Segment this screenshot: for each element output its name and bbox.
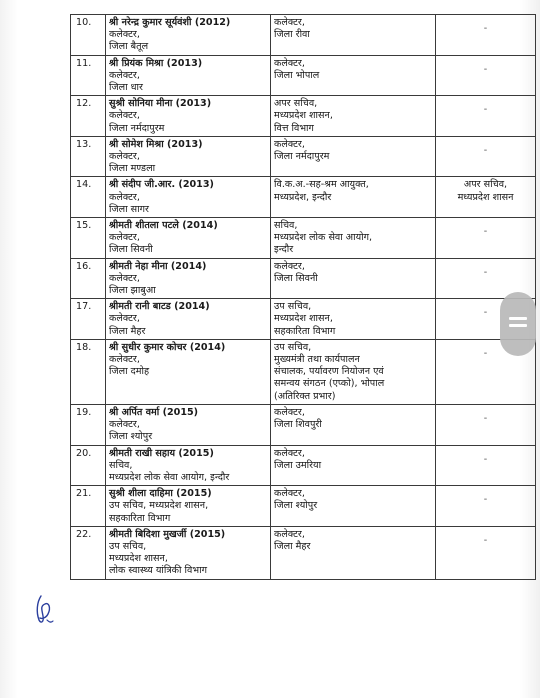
current-posting-line: कलेक्टर, <box>109 354 140 366</box>
officer-cell <box>106 445 271 486</box>
new-posting-cell <box>271 55 436 96</box>
current-posting-line: जिला मण्डला <box>109 163 156 175</box>
table-row <box>71 486 536 527</box>
table-row <box>71 96 536 137</box>
additional-charge-cell <box>436 526 536 579</box>
officer-name: श्रीमती बिदिशा मुखर्जी (2015) <box>109 528 226 540</box>
current-posting-line: कलेक्टर, <box>109 29 140 41</box>
current-posting-line: उप सचिव, <box>109 540 147 552</box>
officer-cell <box>106 339 271 404</box>
serial-number-cell: 16. <box>71 258 106 299</box>
new-posting-line: कलेक्टर, <box>274 138 305 150</box>
current-posting-line: कलेक्टर, <box>109 69 140 81</box>
new-posting-cell <box>271 177 436 218</box>
new-posting-line: कलेक्टर, <box>274 57 305 69</box>
empty-dash: - <box>483 144 488 156</box>
additional-charge-cell <box>436 96 536 137</box>
current-posting-line: जिला दमोह <box>109 366 150 378</box>
serial-number-cell: 21. <box>71 486 106 527</box>
transfer-table-body <box>71 15 536 580</box>
table-row <box>71 526 536 579</box>
current-posting-line: सहकारिता विभाग <box>109 512 171 524</box>
officer-cell <box>106 258 271 299</box>
officer-cell <box>106 136 271 177</box>
officer-cell <box>106 218 271 259</box>
current-posting-line: जिला सिवनी <box>109 244 153 256</box>
additional-charge-cell <box>436 136 536 177</box>
current-posting-line: कलेक्टर, <box>109 110 140 122</box>
new-posting-line: कलेक्टर, <box>274 17 305 28</box>
new-posting-line: कलेक्टर, <box>274 447 305 459</box>
additional-charge-cell <box>436 177 536 218</box>
new-posting-cell <box>271 526 436 579</box>
table-row <box>71 445 536 486</box>
transfer-table <box>70 14 536 580</box>
additional-charge-cell <box>436 55 536 96</box>
current-posting-line: कलेक्टर, <box>109 191 140 203</box>
officer-cell <box>106 55 271 96</box>
officer-cell <box>106 526 271 579</box>
serial-number-cell: 19. <box>71 404 106 445</box>
current-posting-line: कलेक्टर, <box>109 313 140 325</box>
new-posting-line: कलेक्टर, <box>274 528 305 540</box>
officer-cell <box>106 486 271 527</box>
table-row <box>71 55 536 96</box>
table-row <box>71 218 536 259</box>
new-posting-line: उप सचिव, <box>274 341 312 353</box>
new-posting-line: मध्यप्रदेश शासन, <box>274 313 333 325</box>
current-posting-line: जिला बैतूल <box>109 41 149 53</box>
officer-name: श्री प्रियंक मिश्रा (2013) <box>109 57 203 69</box>
current-posting-line: कलेक्टर, <box>109 232 140 244</box>
new-posting-line: कलेक्टर, <box>274 260 305 272</box>
empty-dash: - <box>483 347 488 359</box>
new-posting-line: मध्यप्रदेश शासन, <box>274 110 333 122</box>
empty-dash: - <box>483 63 488 75</box>
new-posting-cell <box>271 299 436 340</box>
new-posting-line: जिला सिवनी <box>274 272 318 284</box>
new-posting-cell <box>271 404 436 445</box>
new-posting-line: जिला श्योपुर <box>274 500 318 512</box>
officer-cell <box>106 96 271 137</box>
empty-dash: - <box>483 23 488 34</box>
empty-dash: - <box>483 307 488 319</box>
current-posting-line: मध्यप्रदेश शासन, <box>109 553 168 565</box>
officer-name: श्रीमती नेहा मीना (2014) <box>109 260 207 272</box>
serial-number-cell: 22. <box>71 526 106 579</box>
new-posting-line: मुख्यमंत्री तथा कार्यपालन <box>274 354 360 366</box>
new-posting-line: जिला उमरिया <box>274 459 322 471</box>
officer-name: श्रीमती शीतला पटले (2014) <box>109 220 218 232</box>
table-row <box>71 299 536 340</box>
empty-dash: - <box>483 226 488 238</box>
hamburger-icon-line-2 <box>509 324 527 327</box>
new-posting-line: वित्त विभाग <box>274 122 314 134</box>
current-posting-line: सचिव, <box>109 459 133 471</box>
officer-name: श्रीमती राखी सहाय (2015) <box>109 447 214 459</box>
new-posting-cell <box>271 258 436 299</box>
table-row <box>71 258 536 299</box>
new-posting-line: संचालक, पर्यावरण नियोजन एवं <box>274 366 384 378</box>
officer-name: श्री अर्पित वर्मा (2015) <box>109 406 199 418</box>
officer-name: श्री सोमेश मिश्रा (2013) <box>109 138 203 150</box>
officer-name: श्री संदीप जी.आर. (2013) <box>109 179 214 191</box>
additional-charge-cell <box>436 445 536 486</box>
table-row <box>71 15 536 56</box>
current-posting-line: उप सचिव, मध्यप्रदेश शासन, <box>109 500 209 512</box>
serial-number-cell: 11. <box>71 55 106 96</box>
scroll-handle[interactable] <box>500 292 536 356</box>
new-posting-line: समन्वय संगठन (एप्को), भोपाल <box>274 378 385 390</box>
current-posting-line: जिला नर्मदापुरम <box>109 122 165 134</box>
empty-dash: - <box>483 104 488 116</box>
officer-name: श्री नरेन्द्र कुमार सूर्यवंशी (2012) <box>109 17 231 28</box>
current-posting-line: कलेक्टर, <box>109 272 140 284</box>
officer-name: श्री सुधीर कुमार कोचर (2014) <box>109 341 226 353</box>
additional-charge-line: अपर सचिव, <box>463 179 508 191</box>
officer-name: श्रीमती रानी बाटड (2014) <box>109 301 210 313</box>
new-posting-line: जिला रीवा <box>274 29 310 41</box>
new-posting-line: सचिव, <box>274 220 298 232</box>
new-posting-cell <box>271 15 436 56</box>
officer-cell <box>106 299 271 340</box>
table-row <box>71 404 536 445</box>
officer-cell <box>106 15 271 56</box>
current-posting-line: लोक स्वास्थ्य यांत्रिकी विभाग <box>109 565 207 577</box>
serial-number-cell: 20. <box>71 445 106 486</box>
officer-name: सुश्री शीला दाहिमा (2015) <box>109 488 212 500</box>
new-posting-line: जिला मैहर <box>274 540 311 552</box>
new-posting-line: उप सचिव, <box>274 301 312 313</box>
new-posting-line: कलेक्टर, <box>274 488 305 500</box>
new-posting-line: जिला शिवपुरी <box>274 419 322 431</box>
current-posting-line: जिला धार <box>109 82 143 94</box>
empty-dash: - <box>483 412 488 424</box>
current-posting-line: कलेक्टर, <box>109 419 140 431</box>
new-posting-line: (अतिरिक्त प्रभार) <box>274 390 336 402</box>
new-posting-cell <box>271 96 436 137</box>
new-posting-line: मध्यप्रदेश, इन्दौर <box>274 191 332 203</box>
serial-number-cell: 17. <box>71 299 106 340</box>
new-posting-cell <box>271 445 436 486</box>
additional-charge-line: मध्यप्रदेश शासन <box>457 191 514 203</box>
officer-cell <box>106 177 271 218</box>
new-posting-cell <box>271 218 436 259</box>
serial-number-cell: 10. <box>71 15 106 56</box>
new-posting-line: वि.क.अ.-सह-श्रम आयुक्त, <box>274 179 369 191</box>
current-posting-line: जिला श्योपुर <box>109 431 153 443</box>
table-row <box>71 339 536 404</box>
new-posting-cell <box>271 486 436 527</box>
serial-number-cell: 13. <box>71 136 106 177</box>
new-posting-line: कलेक्टर, <box>274 406 305 418</box>
additional-charge-cell <box>436 15 536 56</box>
empty-dash: - <box>483 534 488 546</box>
new-posting-line: सहकारिता विभाग <box>274 325 336 337</box>
officer-cell <box>106 404 271 445</box>
additional-charge-cell <box>436 218 536 259</box>
new-posting-line: इन्दौर <box>274 244 294 256</box>
serial-number-cell: 15. <box>71 218 106 259</box>
serial-number-cell: 14. <box>71 177 106 218</box>
serial-number-cell: 18. <box>71 339 106 404</box>
current-posting-line: कलेक्टर, <box>109 151 140 163</box>
new-posting-cell <box>271 136 436 177</box>
additional-charge-cell <box>436 404 536 445</box>
current-posting-line: मध्यप्रदेश लोक सेवा आयोग, इन्दौर <box>109 471 230 483</box>
hamburger-icon-line-1 <box>509 317 527 320</box>
new-posting-line: जिला भोपाल <box>274 69 320 81</box>
empty-dash: - <box>483 266 488 278</box>
new-posting-line: जिला नर्मदापुरम <box>274 151 330 163</box>
current-posting-line: जिला सागर <box>109 203 149 215</box>
officer-name: सुश्री सोनिया मीना (2013) <box>109 98 212 110</box>
new-posting-cell <box>271 339 436 404</box>
empty-dash: - <box>483 494 488 506</box>
current-posting-line: जिला मैहर <box>109 325 146 337</box>
new-posting-line: अपर सचिव, <box>274 98 318 110</box>
new-posting-line: मध्यप्रदेश लोक सेवा आयोग, <box>274 232 373 244</box>
table-row <box>71 177 536 218</box>
table-row <box>71 136 536 177</box>
current-posting-line: जिला झाबुआ <box>109 285 156 297</box>
serial-number-cell: 12. <box>71 96 106 137</box>
empty-dash: - <box>483 453 488 465</box>
signature-mark <box>33 592 55 626</box>
additional-charge-cell <box>436 486 536 527</box>
